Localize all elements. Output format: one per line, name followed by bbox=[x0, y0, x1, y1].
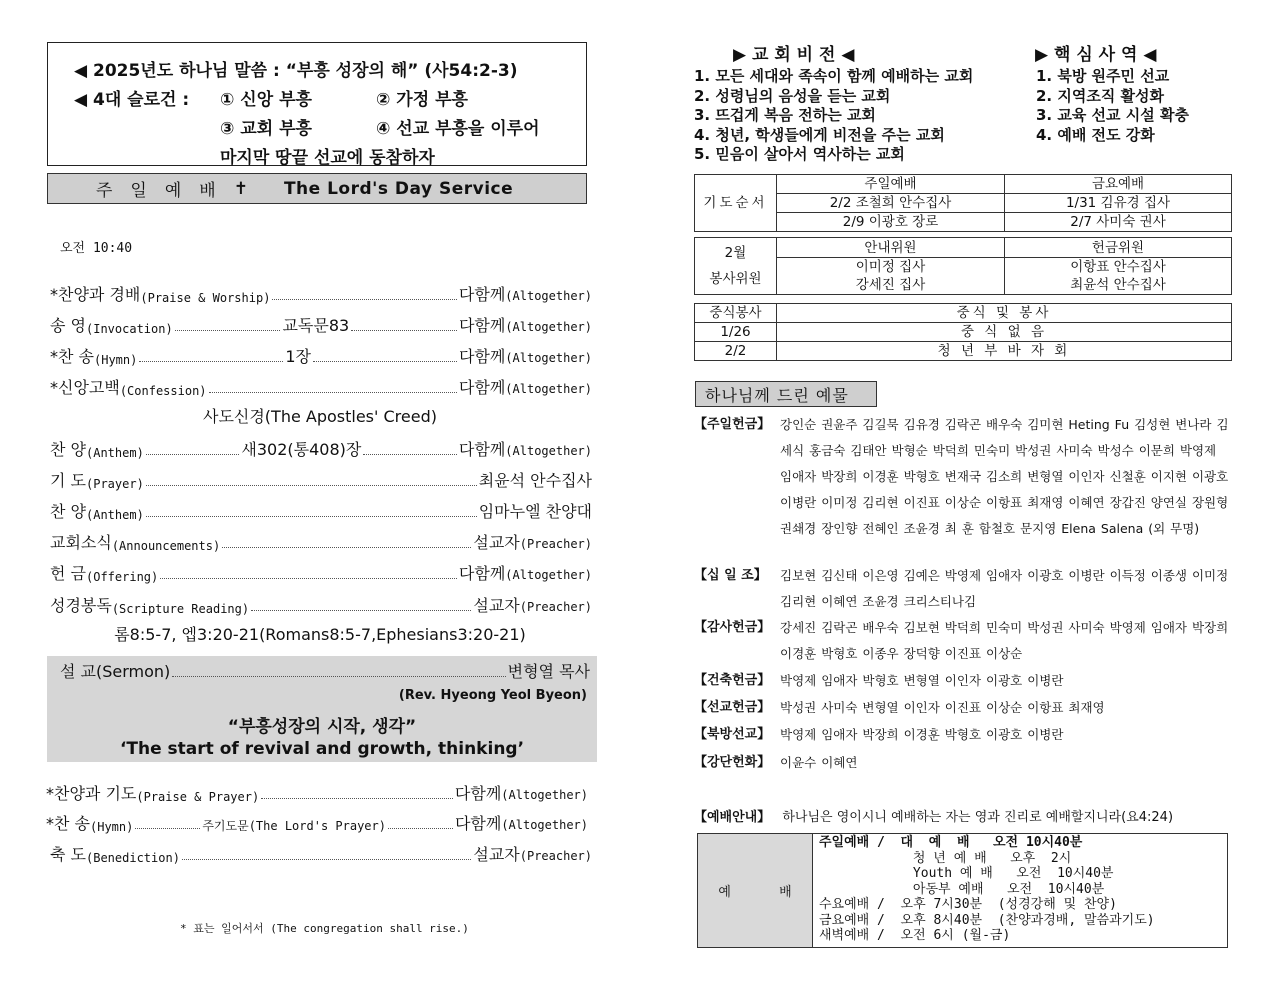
worship-guide-text: 하나님은 영이시니 예배하는 자는 영과 진리로 예배할지니라(요4:24) bbox=[782, 810, 1174, 825]
lunch-date-1: 1/26 bbox=[695, 323, 777, 342]
schedule-line: 아동부 예배 오전 10시40분 bbox=[819, 881, 1105, 897]
order-item-right bbox=[473, 593, 592, 616]
order-item-right-ko: 다함께 bbox=[458, 347, 506, 366]
vision-item: 1. 모든 세대와 족속이 함께 예배하는 교회 bbox=[694, 67, 974, 85]
order-item-ko: *신앙고백 bbox=[50, 378, 120, 397]
order-item-ko: 찬 양 bbox=[50, 502, 86, 521]
sermon-box bbox=[47, 656, 597, 762]
order-item-right bbox=[479, 499, 592, 522]
order-row bbox=[50, 374, 592, 398]
order-item-right-ko: 다함께 bbox=[458, 378, 506, 397]
schedule-line: 주일예배 / 대 예 배 오전 10시40분 bbox=[819, 835, 1083, 850]
vision-item: 4. 청년, 학생들에게 비전을 주는 교회 bbox=[694, 125, 945, 144]
committee-title: 봉사위원 bbox=[709, 271, 762, 287]
dotted-leader bbox=[222, 547, 471, 548]
slogan-2: ② 가정 부흥 bbox=[376, 90, 468, 110]
committee-table bbox=[694, 237, 1232, 295]
prayer-r2c2: 2/7 사미숙 권사 bbox=[1005, 213, 1232, 232]
offering-names: 박영제 임애자 박형호 변형열 이인자 이광호 이병란 bbox=[780, 673, 1064, 688]
lunch-date-2: 2/2 bbox=[695, 342, 777, 361]
offerings-title: 하나님께 드린 예물 bbox=[695, 381, 877, 407]
order-row bbox=[50, 281, 592, 305]
order-item-right-ko: 설교자 bbox=[473, 845, 520, 864]
order-item-right-en: (Preacher) bbox=[519, 537, 592, 551]
core-item: 2. 지역조직 활성화 bbox=[1036, 86, 1165, 105]
order-item-en: (Anthem) bbox=[86, 508, 144, 522]
lunch-table bbox=[694, 303, 1232, 361]
order-row bbox=[50, 841, 592, 865]
prayer-r1c1: 2/2 조철희 안수집사 bbox=[777, 194, 1005, 213]
prayer-order-table bbox=[694, 174, 1232, 232]
vision-list bbox=[694, 67, 973, 165]
schedule-lines bbox=[813, 834, 1155, 947]
order-item-right-en: (Altogether) bbox=[501, 818, 589, 832]
order-item-right-ko: 설교자 bbox=[473, 596, 520, 615]
order-item-mid: 1장 bbox=[285, 347, 311, 366]
order-row bbox=[46, 810, 588, 834]
order-item-ko: 찬 양 bbox=[50, 440, 86, 459]
order-item-right bbox=[459, 344, 592, 367]
worship-guide-label: 【예배안내】 bbox=[694, 810, 771, 825]
order-item-right bbox=[455, 811, 588, 834]
vision-title: ▶ 교 회 비 전 ◀ bbox=[733, 45, 855, 65]
dotted-leader bbox=[363, 454, 457, 455]
vision-item: 3. 뜨겁게 복음 전하는 교회 bbox=[694, 106, 876, 124]
order-item-en: (Invocation) bbox=[86, 322, 173, 336]
offering-label: 【북방선교】 bbox=[694, 727, 771, 742]
offering-names: 이윤수 이혜연 bbox=[780, 755, 858, 770]
service-title-en: The Lord's Day Service bbox=[283, 178, 514, 199]
committee-label bbox=[695, 238, 777, 295]
order-item-right-ko: 다함께 bbox=[454, 814, 502, 833]
order-item-right-ko: 설교자 bbox=[473, 533, 520, 552]
offering-row bbox=[694, 412, 1230, 542]
order-item-en: (Offering) bbox=[86, 570, 159, 584]
order-item-right-en: (Preacher) bbox=[519, 600, 592, 614]
order-item-right-en: (Altogether) bbox=[501, 788, 588, 802]
order-item-right bbox=[473, 842, 592, 865]
lunch-value-2: 청 년 부 바 자 회 bbox=[777, 342, 1232, 361]
order-item-ko: 기 도 bbox=[50, 471, 86, 490]
order-item-right bbox=[459, 437, 592, 460]
offering-member-1: 이항표 안수집사 bbox=[1070, 259, 1166, 275]
dotted-leader bbox=[209, 392, 457, 393]
order-item-right bbox=[455, 781, 588, 804]
service-header bbox=[47, 173, 587, 204]
sermon-label: 설 교(Sermon) bbox=[60, 662, 171, 681]
schedule-side-label: 예 배 bbox=[698, 834, 813, 947]
committee-col-offering: 헌금위원 bbox=[1005, 238, 1232, 258]
lunch-value-1: 중 식 없 음 bbox=[777, 323, 1232, 342]
order-item-right-ko: 다함께 bbox=[458, 285, 506, 304]
committee-usher-names bbox=[777, 258, 1005, 295]
slogans bbox=[74, 86, 576, 115]
offering-names: 강세진 김락곤 배우숙 김보현 박덕희 민숙미 박성권 사미숙 박영제 임애자 박장희 이경훈 박형호 이종우 장덕향 이진표 이상순 bbox=[780, 620, 1229, 661]
vision-item: 5. 믿음이 살아서 역사하는 교회 bbox=[694, 145, 905, 163]
order-item-ko: *찬 송 bbox=[46, 814, 90, 833]
order-item-en: (Hymn) bbox=[94, 353, 138, 367]
offering-member-2: 최윤석 안수집사 bbox=[1070, 277, 1166, 293]
order-item-right-ko: 최윤석 안수집사 bbox=[478, 471, 592, 490]
order-row bbox=[50, 312, 592, 336]
usher-1: 이미정 집사 bbox=[855, 259, 926, 275]
core-item: 4. 예배 전도 강화 bbox=[1036, 125, 1155, 144]
order-item-en: (Announcements) bbox=[111, 539, 221, 553]
order-item-right bbox=[459, 561, 592, 584]
dotted-leader bbox=[351, 330, 457, 331]
offering-names: 박영제 임애자 박장희 이경훈 박형호 이광호 이병란 bbox=[780, 727, 1064, 742]
year-motto-box bbox=[47, 42, 587, 166]
offering-row bbox=[694, 695, 1230, 721]
offering-names: 강인순 권윤주 김길묵 김유경 김락곤 배우숙 김미현 Heting Fu 김성현 변나라 김세식 홍금숙 김태안 박형순 박덕희 민숙미 박성권 사미숙 박성수 이문희 박영제 임애자 박장희 이경훈 박형호 변재국 김소희 변형열 이인자 신철훈 이지현 이광호 이병란 이미정 김리현 이진표 이상순 이항표 최재영 이혜연 장갑진 양연실 장원형 권쇄경 장인향 전혜인 조윤경 최 훈 함철호 문지영 Elena Salena (외 무명) bbox=[780, 417, 1229, 536]
offering-row bbox=[694, 668, 1230, 694]
order-item-en: (Hymn) bbox=[90, 820, 134, 834]
order-item-ko: 송 영 bbox=[50, 316, 86, 335]
order-item-right-ko: 임마누엘 찬양대 bbox=[478, 502, 592, 521]
sermon-preacher: 변형열 목사 bbox=[507, 662, 590, 681]
stand-note: * 표는 일어서서 (The congregation shall rise.) bbox=[180, 922, 469, 935]
order-row bbox=[50, 498, 592, 522]
order-item-right-en: (Altogether) bbox=[505, 351, 593, 365]
offering-label: 【십 일 조】 bbox=[694, 568, 767, 583]
service-time: 오전 10:40 bbox=[60, 241, 133, 256]
offering-label: 【선교헌금】 bbox=[694, 700, 771, 715]
order-item-right-en: (Altogether) bbox=[505, 382, 592, 396]
scripture: 롬8:5-7, 엡3:20-21(Romans8:5-7,Ephesians3:20-21) bbox=[114, 625, 526, 644]
offering-label: 【강단헌화】 bbox=[694, 755, 771, 770]
order-item-en: (Anthem) bbox=[86, 446, 144, 460]
schedule-line: 수요예배 / 오후 7시30분 (성경강해 및 찬양) bbox=[819, 897, 1117, 912]
core-item: 1. 북방 원주민 선교 bbox=[1036, 67, 1170, 85]
order-item-right bbox=[459, 375, 592, 398]
order-item-ko: 헌 금 bbox=[50, 564, 86, 583]
order-item-ko: 교회소식 bbox=[50, 533, 112, 552]
schedule-line: 새벽예배 / 오전 6시 (월-금) bbox=[819, 928, 1011, 943]
schedule-line: Youth 예 배 오전 10시40분 bbox=[819, 866, 1114, 881]
sermon-row bbox=[60, 659, 590, 682]
offering-names: 박성권 사미숙 변형열 이인자 이진표 이상순 이항표 최재영 bbox=[780, 700, 1105, 715]
order-row bbox=[50, 343, 592, 367]
creed: 사도신경(The Apostles' Creed) bbox=[202, 407, 437, 426]
offering-row bbox=[694, 563, 1230, 615]
order-item-right bbox=[459, 282, 592, 305]
schedule-line: 금요예배 / 오후 8시40분 (찬양과경배, 말씀과기도) bbox=[819, 912, 1155, 928]
order-item-ko: 성경봉독 bbox=[50, 596, 112, 615]
dotted-leader bbox=[261, 798, 453, 799]
order-item-en: (Prayer) bbox=[86, 477, 144, 491]
service-title-ko: 주일예배 bbox=[96, 181, 234, 201]
order-item-right-ko: 다함께 bbox=[454, 784, 502, 803]
vision-item: 2. 성령님의 음성을 듣는 교회 bbox=[694, 86, 891, 105]
dotted-leader bbox=[160, 578, 457, 579]
year-motto: ◀ 2025년도 하나님 말씀 : “부흥 성장의 해” (사54:2-3) bbox=[74, 61, 518, 81]
prayer-order-label: 기도순서 bbox=[695, 175, 777, 232]
order-item-en: (Benediction) bbox=[86, 851, 180, 865]
dotted-leader bbox=[388, 828, 453, 829]
committee-offering-names bbox=[1005, 258, 1232, 295]
order-item-right-en: (Altogether) bbox=[505, 568, 592, 582]
order-item-mid: 주기도문(The Lord's Prayer) bbox=[202, 819, 386, 833]
dotted-leader bbox=[135, 828, 200, 829]
order-item-ko: *찬 송 bbox=[50, 347, 94, 366]
offering-label: 【건축헌금】 bbox=[694, 673, 771, 688]
order-item-ko: *찬양과 경배 bbox=[50, 285, 141, 304]
order-row bbox=[46, 780, 588, 804]
dotted-leader bbox=[146, 516, 477, 517]
dotted-leader bbox=[146, 485, 477, 486]
dotted-leader bbox=[182, 859, 471, 860]
usher-2: 강세진 집사 bbox=[855, 277, 926, 293]
lunch-header: 중식 및 봉사 bbox=[777, 304, 1232, 323]
prayer-r2c1: 2/9 이광호 장로 bbox=[777, 213, 1005, 232]
prayer-col-friday: 금요예배 bbox=[1005, 175, 1232, 194]
order-item-right-ko: 다함께 bbox=[458, 564, 506, 583]
slogan-4: ④ 선교 부흥을 이루어 bbox=[376, 119, 540, 139]
offering-row bbox=[694, 722, 1230, 748]
offering-row bbox=[694, 615, 1230, 667]
offering-label: 【감사헌금】 bbox=[694, 620, 771, 635]
committee-month: 2월 bbox=[724, 245, 747, 261]
order-item-right-en: (Altogether) bbox=[505, 289, 592, 303]
order-item-right-en: (Altogether) bbox=[505, 444, 592, 458]
order-item-en: (Confession) bbox=[119, 384, 207, 398]
slogan-label: ◀ 4대 슬로건 : bbox=[74, 90, 190, 110]
dotted-leader bbox=[313, 361, 457, 362]
offering-row bbox=[694, 750, 1230, 776]
order-item-mid: 새302(통408)장 bbox=[241, 440, 362, 459]
order-item-en: (Praise & Prayer) bbox=[136, 790, 260, 804]
order-item-en: (Scripture Reading) bbox=[111, 602, 250, 616]
sermon-title-en: ‘The start of revival and growth, thinking’ bbox=[119, 739, 525, 759]
order-item-en: (Praise & Worship) bbox=[140, 291, 271, 305]
prayer-r1c2: 1/31 김유경 집사 bbox=[1005, 194, 1232, 213]
offering-names: 김보현 김신태 이은영 김예은 박영제 임애자 이광호 이병란 이득정 이종생 이미정 김리현 이혜연 조윤경 크리스티나김 bbox=[780, 568, 1229, 609]
schedule-line: 청 년 예 배 오후 2시 bbox=[819, 850, 1072, 866]
dotted-leader bbox=[146, 454, 240, 455]
slogans-2 bbox=[74, 115, 576, 144]
order-row bbox=[50, 592, 592, 616]
slogan-5: 마지막 땅끝 선교에 동참하자 bbox=[220, 148, 435, 168]
core-list bbox=[1036, 67, 1189, 145]
order-item-right-ko: 다함께 bbox=[458, 316, 506, 335]
slogan-1: ① 신앙 부흥 bbox=[220, 90, 312, 110]
order-item-ko: *찬양과 기도 bbox=[46, 784, 137, 803]
dotted-leader bbox=[272, 299, 457, 300]
dotted-leader bbox=[251, 610, 471, 611]
order-item-right bbox=[459, 313, 592, 336]
sermon-title-ko: “부흥성장의 시작, 생각” bbox=[227, 717, 417, 737]
dotted-leader bbox=[175, 330, 281, 331]
order-row bbox=[50, 560, 592, 584]
cross-icon: ✝ bbox=[233, 178, 248, 199]
committee-col-usher: 안내위원 bbox=[777, 238, 1005, 258]
order-row bbox=[50, 467, 592, 491]
core-title: ▶ 핵 심 사 역 ◀ bbox=[1035, 45, 1157, 65]
offering-label: 【주일헌금】 bbox=[694, 417, 771, 432]
worship-schedule bbox=[697, 833, 1228, 948]
prayer-col-sunday: 주일예배 bbox=[777, 175, 1005, 194]
core-item: 3. 교육 선교 시설 확충 bbox=[1036, 106, 1189, 124]
dotted-leader bbox=[139, 361, 283, 362]
order-item-ko: 축 도 bbox=[50, 845, 86, 864]
order-item-right-en: (Altogether) bbox=[505, 320, 593, 334]
order-item-mid: 교독문83 bbox=[282, 316, 350, 335]
lunch-label: 중식봉사 bbox=[695, 304, 777, 323]
order-item-right-en: (Preacher) bbox=[519, 849, 592, 863]
order-item-right bbox=[479, 468, 592, 491]
sermon-rev: (Rev. Hyeong Yeol Byeon) bbox=[398, 688, 587, 703]
slogan-3: ③ 교회 부흥 bbox=[220, 119, 312, 139]
order-item-right bbox=[473, 530, 592, 553]
worship-guide bbox=[694, 806, 1173, 825]
order-item-right-ko: 다함께 bbox=[458, 440, 506, 459]
order-row bbox=[50, 436, 592, 460]
order-row bbox=[50, 529, 592, 553]
